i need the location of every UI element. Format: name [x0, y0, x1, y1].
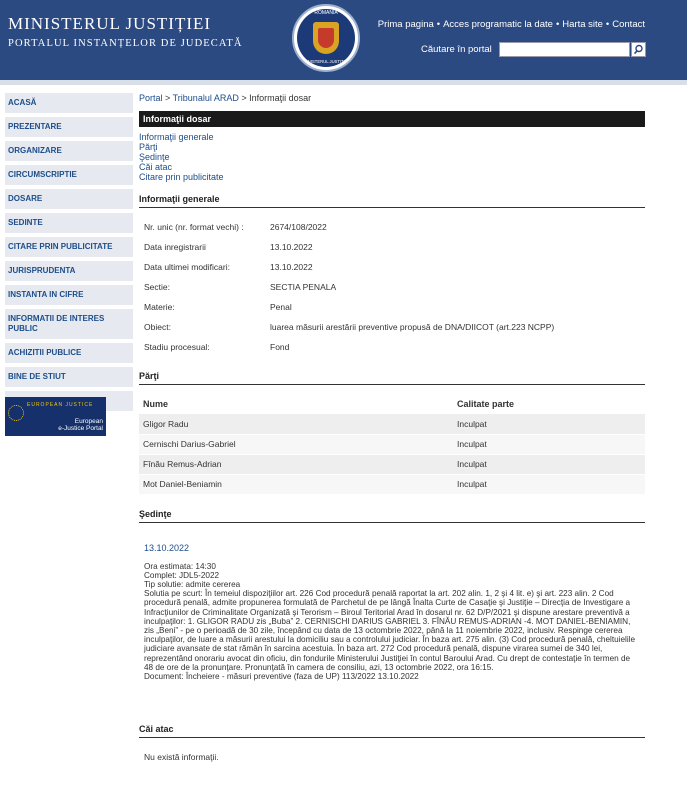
sidebar-item-bine-de-stiut[interactable]: BINE DE STIUT: [5, 367, 133, 388]
eu-stars-icon: [8, 405, 24, 421]
sidebar-item-interes-public[interactable]: INFORMATII DE INTERES PUBLIC: [5, 309, 133, 340]
nav-prima-pagina[interactable]: Prima pagina: [377, 19, 434, 30]
sidebar-item-jurisprudenta[interactable]: JURISPRUDENTA: [5, 261, 133, 282]
search-icon: [632, 43, 645, 56]
shield-inner: [318, 28, 334, 48]
section-heading-cai-atac: Căi atac: [139, 724, 645, 738]
parti-table: [139, 394, 645, 495]
section-heading-parti: Părţi: [139, 371, 645, 385]
header-divider: [0, 80, 687, 85]
section-heading-sedinte: Şedinţe: [139, 509, 645, 523]
section-anchors: [139, 132, 645, 182]
breadcrumb-sep: >: [241, 93, 247, 103]
site-subtitle[interactable]: PORTALUL INSTANȚELOR DE JUDECATĂ: [8, 38, 243, 49]
sidebar-item-citare[interactable]: CITARE PRIN PUBLICITATE: [5, 237, 133, 258]
info-value: SECTIA PENALA: [270, 282, 337, 292]
shield-icon: [313, 22, 339, 54]
nav-contact[interactable]: Contact: [612, 19, 645, 30]
search-label: Căutare în portal: [421, 44, 492, 55]
top-navigation: [378, 19, 645, 30]
info-value: luarea măsurii arestării preventive propusă de DNA/DIICOT (art.223 NCPP): [270, 322, 555, 332]
info-label: Data inregistrarii: [144, 242, 206, 252]
section-heading-informatii: Informaţii generale: [139, 194, 645, 208]
table-row: [139, 474, 645, 494]
crest-bottom-text: MINISTERUL JUSTIȚIEI: [303, 59, 349, 64]
nav-separator: •: [555, 19, 560, 30]
info-row: [144, 337, 554, 357]
column-header-calitate: Calitate parte: [453, 394, 645, 414]
nav-acces-programatic[interactable]: Acces programatic la date: [443, 19, 553, 30]
sidebar-item-achizitii[interactable]: ACHIZITII PUBLICE: [5, 343, 133, 364]
breadcrumb-portal[interactable]: Portal: [139, 93, 163, 103]
site-header: [0, 0, 687, 80]
crest-top-text: ROMANIA: [314, 10, 338, 16]
anchor-parti[interactable]: Părţi: [139, 142, 158, 152]
anchor-sedinte[interactable]: Şedinţe: [139, 152, 170, 162]
sedinta-details: [144, 562, 639, 682]
sedinta-document: Document: Încheiere - măsuri preventive (faza de UP) 113/2022 13.10.2022: [144, 671, 419, 681]
sidebar-item-organizare[interactable]: ORGANIZARE: [5, 141, 133, 162]
sidebar-item-prezentare[interactable]: PREZENTARE: [5, 117, 133, 138]
party-name: Gligor Radu: [139, 414, 453, 434]
sidebar-nav: [5, 93, 133, 415]
info-label: Nr. unic (nr. format vechi) :: [144, 222, 244, 232]
sedinta-complet: Complet: JDL5-2022: [144, 570, 220, 580]
info-label: Stadiu procesual:: [144, 342, 210, 352]
info-row: [144, 217, 554, 237]
sedinta-solutie: Solutia pe scurt: În temeiul dispoziţiilor art. 226 Cod procedură penală raportat la art. 202 alin. 1, 2 şi 4 lit. e) şi art. 223 alin. 2 Cod procedură penală, admite propunerea formulată de Parchetul de pe lângă Înalta Curte de Casaţie şi Justiţie – Direcţia de Investigare a Infracţiunilor de Criminalitate Organizată şi Terorism – Biroul Teritorial Arad în dosarul nr. 62 D/P/2021 şi dispune arestare preventivă a inculpaţilor: 1. GLIGOR RADU zis „Buba” 2. CERNISCHI DARIUS GABRIEL 3. FÎNĂU REMUS-ADRIAN -4. MOT DANIEL-BENIAMIN, zis „Beni” - pe o perioadă de 30 zile, începând cu data de 13 octombrie 2022, până la 11 noiembrie 2022, inclusiv. Respinge cererea inculpaţilor, de luare a măsurii arestului la domiciliu sau a controlului judiciar. În baza art. 275 alin. (3) Cod procedură penală, cheltuielile judiciare avansate de stat rămân în sarcina acestuia. În baza art. 272 Cod procedură penală, dispune virarea sumei de 340 lei, reprezentând onorariu avocat din oficiu, din fondurile Ministerului Justiţiei în contul Baroului Arad. Cu drept de contestaţie în termen de 48 de ore de la pronunţare. Pronunţată în camera de consiliu, azi, 13 octombrie 2022, ora 16:15.: [144, 589, 636, 672]
ejustice-banner[interactable]: [5, 397, 106, 436]
crest-emblem: [297, 9, 355, 67]
table-row: [139, 454, 645, 474]
party-role: Inculpat: [453, 414, 645, 434]
sidebar-item-circumscriptie[interactable]: CIRCUMSCRIPTIE: [5, 165, 133, 186]
search-button[interactable]: [631, 42, 646, 57]
info-row: [144, 277, 554, 297]
party-name: Mot Daniel-Beniamin: [139, 474, 453, 494]
ejustice-line1: European: [74, 418, 103, 425]
party-name: Fînău Remus-Adrian: [139, 454, 453, 474]
anchor-citare[interactable]: Citare prin publicitate: [139, 172, 224, 182]
table-header-row: [139, 394, 645, 414]
nav-separator: •: [605, 19, 610, 30]
info-value: 2674/108/2022: [270, 222, 327, 232]
info-row: [144, 257, 554, 277]
sedinta-date: 13.10.2022: [144, 542, 190, 553]
site-title[interactable]: MINISTERUL JUSTIȚIEI: [8, 14, 212, 33]
info-label: Materie:: [144, 302, 175, 312]
sedinta-tip-solutie: Tip solutie: admite cererea: [144, 579, 241, 589]
sidebar-item-instanta-cifre[interactable]: INSTANTA IN CIFRE: [5, 285, 133, 306]
info-value: 13.10.2022: [270, 262, 313, 272]
breadcrumb-tribunal[interactable]: Tribunalul ARAD: [172, 93, 239, 103]
info-row: [144, 317, 554, 337]
party-role: Inculpat: [453, 454, 645, 474]
breadcrumb-sep: >: [165, 93, 171, 103]
party-name: Cernischi Darius-Gabriel: [139, 434, 453, 454]
info-general-table: [144, 217, 554, 357]
table-row: [139, 414, 645, 434]
page-title: Informaţii dosar: [139, 111, 645, 127]
breadcrumb-current: Informaţii dosar: [249, 93, 312, 103]
column-header-nume: Nume: [139, 394, 453, 414]
search-input[interactable]: [499, 42, 630, 57]
table-row: [139, 434, 645, 454]
ejustice-line2: e-Justice Portal: [58, 425, 103, 432]
party-role: Inculpat: [453, 474, 645, 494]
sidebar-item-sedinte[interactable]: SEDINTE: [5, 213, 133, 234]
breadcrumb: [139, 93, 645, 103]
info-row: [144, 297, 554, 317]
ejustice-small-text: EUROPEAN JUSTICE: [27, 402, 94, 408]
info-value: Penal: [270, 302, 292, 312]
nav-separator: •: [436, 19, 441, 30]
main-content: [139, 93, 645, 762]
coat-of-arms-logo[interactable]: [292, 4, 360, 72]
sedinta-ora: Ora estimata: 14:30: [144, 561, 216, 571]
party-role: Inculpat: [453, 434, 645, 454]
info-value: 13.10.2022: [270, 242, 313, 252]
ejustice-title: [45, 418, 103, 432]
info-row: [144, 237, 554, 257]
info-value: Fond: [270, 342, 290, 352]
nav-harta-site[interactable]: Harta site: [562, 19, 603, 30]
info-label: Sectie:: [144, 282, 170, 292]
anchor-informatii-generale[interactable]: Informaţii generale: [139, 132, 214, 142]
info-label: Obiect:: [144, 322, 171, 332]
sidebar-item-dosare[interactable]: DOSARE: [5, 189, 133, 210]
sidebar-item-acasa[interactable]: ACASĂ: [5, 93, 133, 114]
info-label: Data ultimei modificari:: [144, 262, 230, 272]
anchor-cai-atac[interactable]: Căi atac: [139, 162, 173, 172]
cai-atac-empty-text: Nu există informaţii.: [144, 752, 219, 763]
